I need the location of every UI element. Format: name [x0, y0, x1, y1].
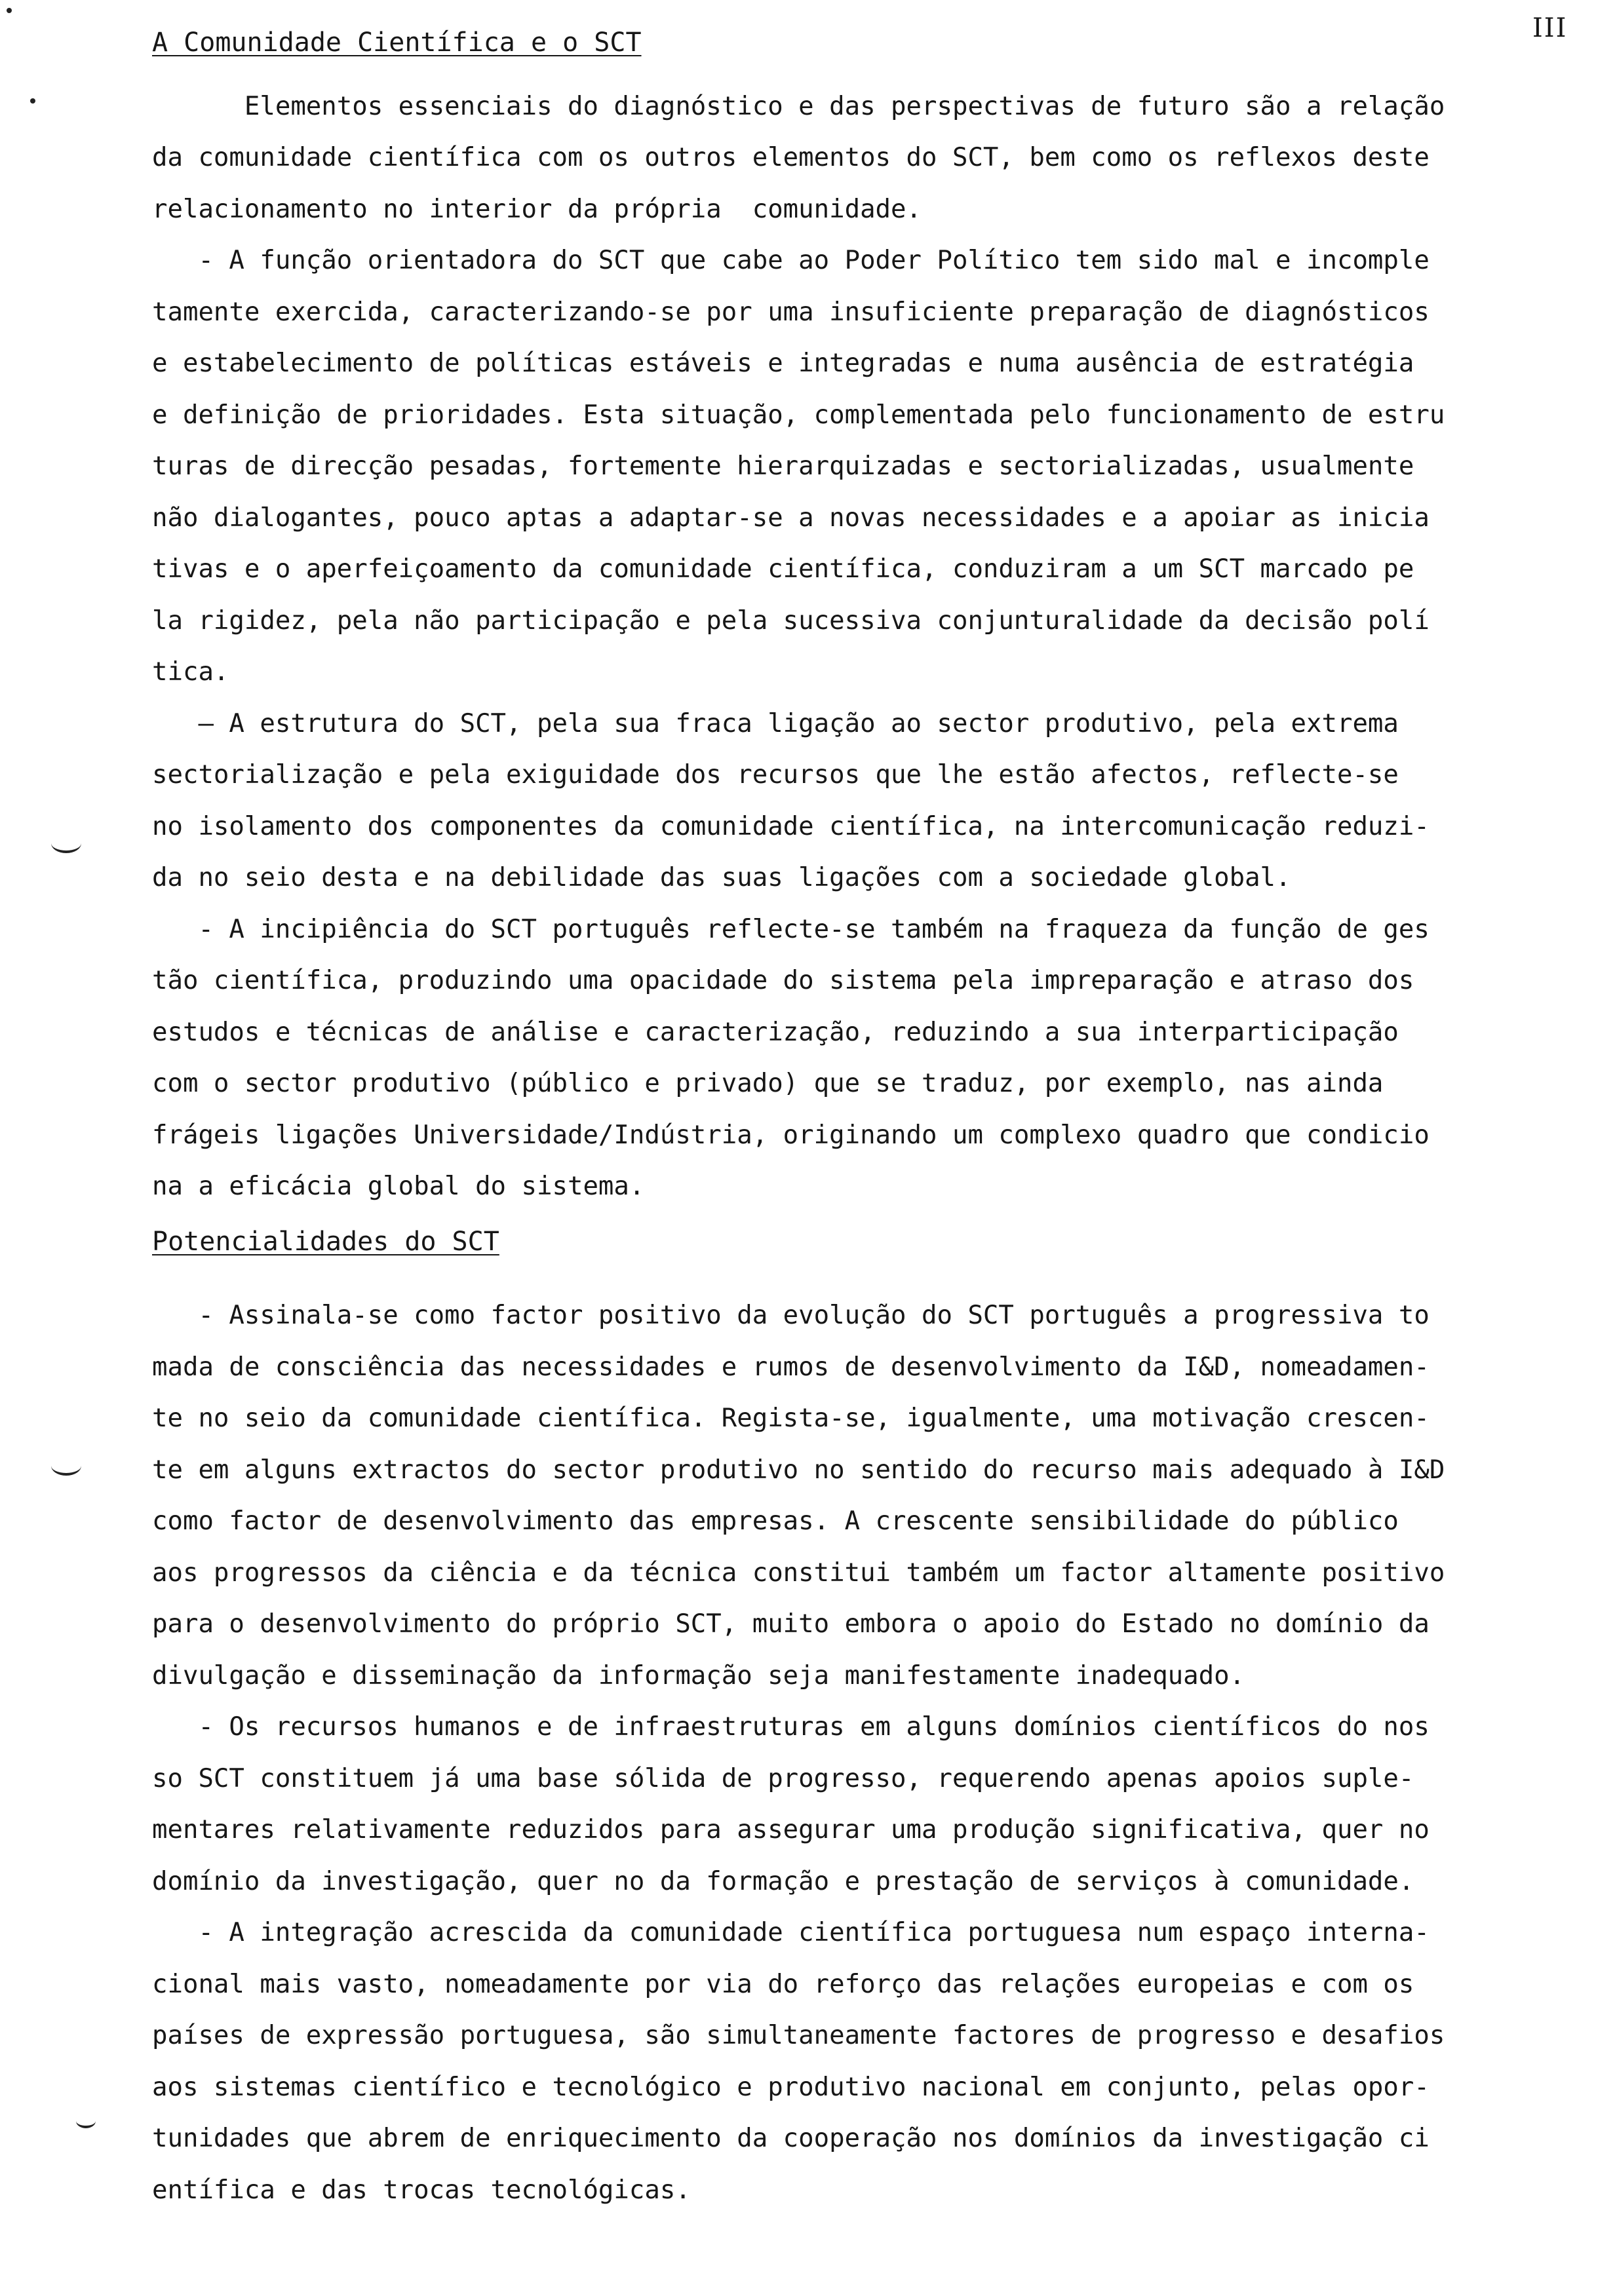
text-line: da no seio desta e na debilidade das suas ligações com a sociedade global. — [152, 863, 1291, 892]
text-line: te em alguns extractos do sector produtivo no sentido do recurso mais adequado à I&D — [152, 1455, 1445, 1485]
page-number: III — [1532, 13, 1568, 43]
text-line: tamente exercida, caracterizando-se por uma insuficiente preparação de diagnósticos — [152, 297, 1430, 327]
text-line: te no seio da comunidade científica. Regista-se, igualmente, uma motivação crescen- — [152, 1404, 1430, 1433]
text-line: tivas e o aperfeiçoamento da comunidade científica, conduziram a um SCT marcado pe — [152, 554, 1414, 584]
text-line: sectorialização e pela exiguidade dos recursos que lhe estão afectos, reflecte-se — [152, 760, 1399, 790]
text-line: - Assinala-se como factor positivo da evolução do SCT português a progressiva to — [152, 1301, 1430, 1330]
text-line: mada de consciência das necessidades e rumos de desenvolvimento da I&D, nomeadamen- — [152, 1352, 1430, 1382]
text-line: — A estrutura do SCT, pela sua fraca ligação ao sector produtivo, pela extrema — [152, 709, 1399, 738]
text-line: - Os recursos humanos e de infraestruturas em alguns domínios científicos do nos — [152, 1712, 1430, 1742]
text-line: não dialogantes, pouco aptas a adaptar-se a novas necessidades e a apoiar as inicia — [152, 503, 1430, 533]
text-line: na a eficácia global do sistema. — [152, 1172, 645, 1201]
text-line: mentares relativamente reduzidos para assegurar uma produção significativa, quer no — [152, 1815, 1430, 1845]
text-line: estudos e técnicas de análise e caracterização, reduzindo a sua interparticipação — [152, 1018, 1399, 1047]
margin-dot-top — [7, 8, 12, 13]
text-line: tunidades que abrem de enriquecimento da cooperação nos domínios da investigação ci — [152, 2124, 1430, 2153]
text-line: países de expressão portuguesa, são simultaneamente factores de progresso e desafios — [152, 2021, 1445, 2050]
text-line: aos sistemas científico e tecnológico e produtivo nacional em conjunto, pelas opor- — [152, 2073, 1430, 2102]
text-line: - A incipiência do SCT português reflecte-se também na fraqueza da função de ges — [152, 915, 1430, 944]
text-line: tica. — [152, 657, 229, 687]
text-line: la rigidez, pela não participação e pela sucessiva conjunturalidade da decisão polí — [152, 606, 1430, 636]
text-line: divulgação e disseminação da informação seja manifestamente inadequado. — [152, 1661, 1245, 1691]
text-line: - A integração acrescida da comunidade científica portuguesa num espaço interna- — [152, 1918, 1430, 1947]
text-line: com o sector produtivo (público e privado) que se traduz, por exemplo, nas ainda — [152, 1069, 1384, 1098]
text-line: - A função orientadora do SCT que cabe ao Poder Político tem sido mal e incomple — [152, 246, 1430, 275]
text-line: relacionamento no interior da própria comunidade. — [152, 195, 922, 224]
section-heading: A Comunidade Científica e o SCT — [152, 28, 642, 58]
text-line: para o desenvolvimento do próprio SCT, muito embora o apoio do Estado no domínio da — [152, 1609, 1430, 1639]
text-line: domínio da investigação, quer no da formação e prestação de serviços à comunidade. — [152, 1867, 1414, 1896]
text-line: da comunidade científica com os outros elementos do SCT, bem como os reflexos deste — [152, 143, 1430, 172]
margin-dot-upper — [30, 98, 35, 104]
text-line: como factor de desenvolvimento das empresas. A crescente sensibilidade do público — [152, 1506, 1399, 1536]
text-line: Elementos essenciais do diagnóstico e das perspectivas de futuro são a relação — [152, 92, 1445, 121]
text-line: aos progressos da ciência e da técnica constitui também um factor altamente positivo — [152, 1558, 1445, 1588]
text-line: no isolamento dos componentes da comunidade científica, na intercomunicação reduzi- — [152, 812, 1430, 841]
section-heading: Potencialidades do SCT — [152, 1227, 499, 1257]
margin-bracket-mark — [51, 833, 81, 853]
margin-bracket-mark — [51, 1456, 81, 1476]
text-line: turas de direcção pesadas, fortemente hierarquizadas e sectorializadas, usualmente — [152, 451, 1414, 481]
text-line: tão científica, produzindo uma opacidade do sistema pela impreparação e atraso dos — [152, 966, 1414, 995]
margin-bracket-mark — [76, 2114, 96, 2128]
text-line: so SCT constituem já uma base sólida de progresso, requerendo apenas apoios suple- — [152, 1764, 1414, 1793]
text-line: frágeis ligações Universidade/Indústria, originando um complexo quadro que condicio — [152, 1120, 1430, 1150]
text-line: entífica e das trocas tecnológicas. — [152, 2175, 691, 2205]
text-line: e estabelecimento de políticas estáveis e integradas e numa ausência de estratégia — [152, 349, 1414, 378]
text-line: e definição de prioridades. Esta situação, complementada pelo funcionamento de estru — [152, 400, 1445, 430]
text-line: cional mais vasto, nomeadamente por via do reforço das relações europeias e com os — [152, 1970, 1414, 1999]
